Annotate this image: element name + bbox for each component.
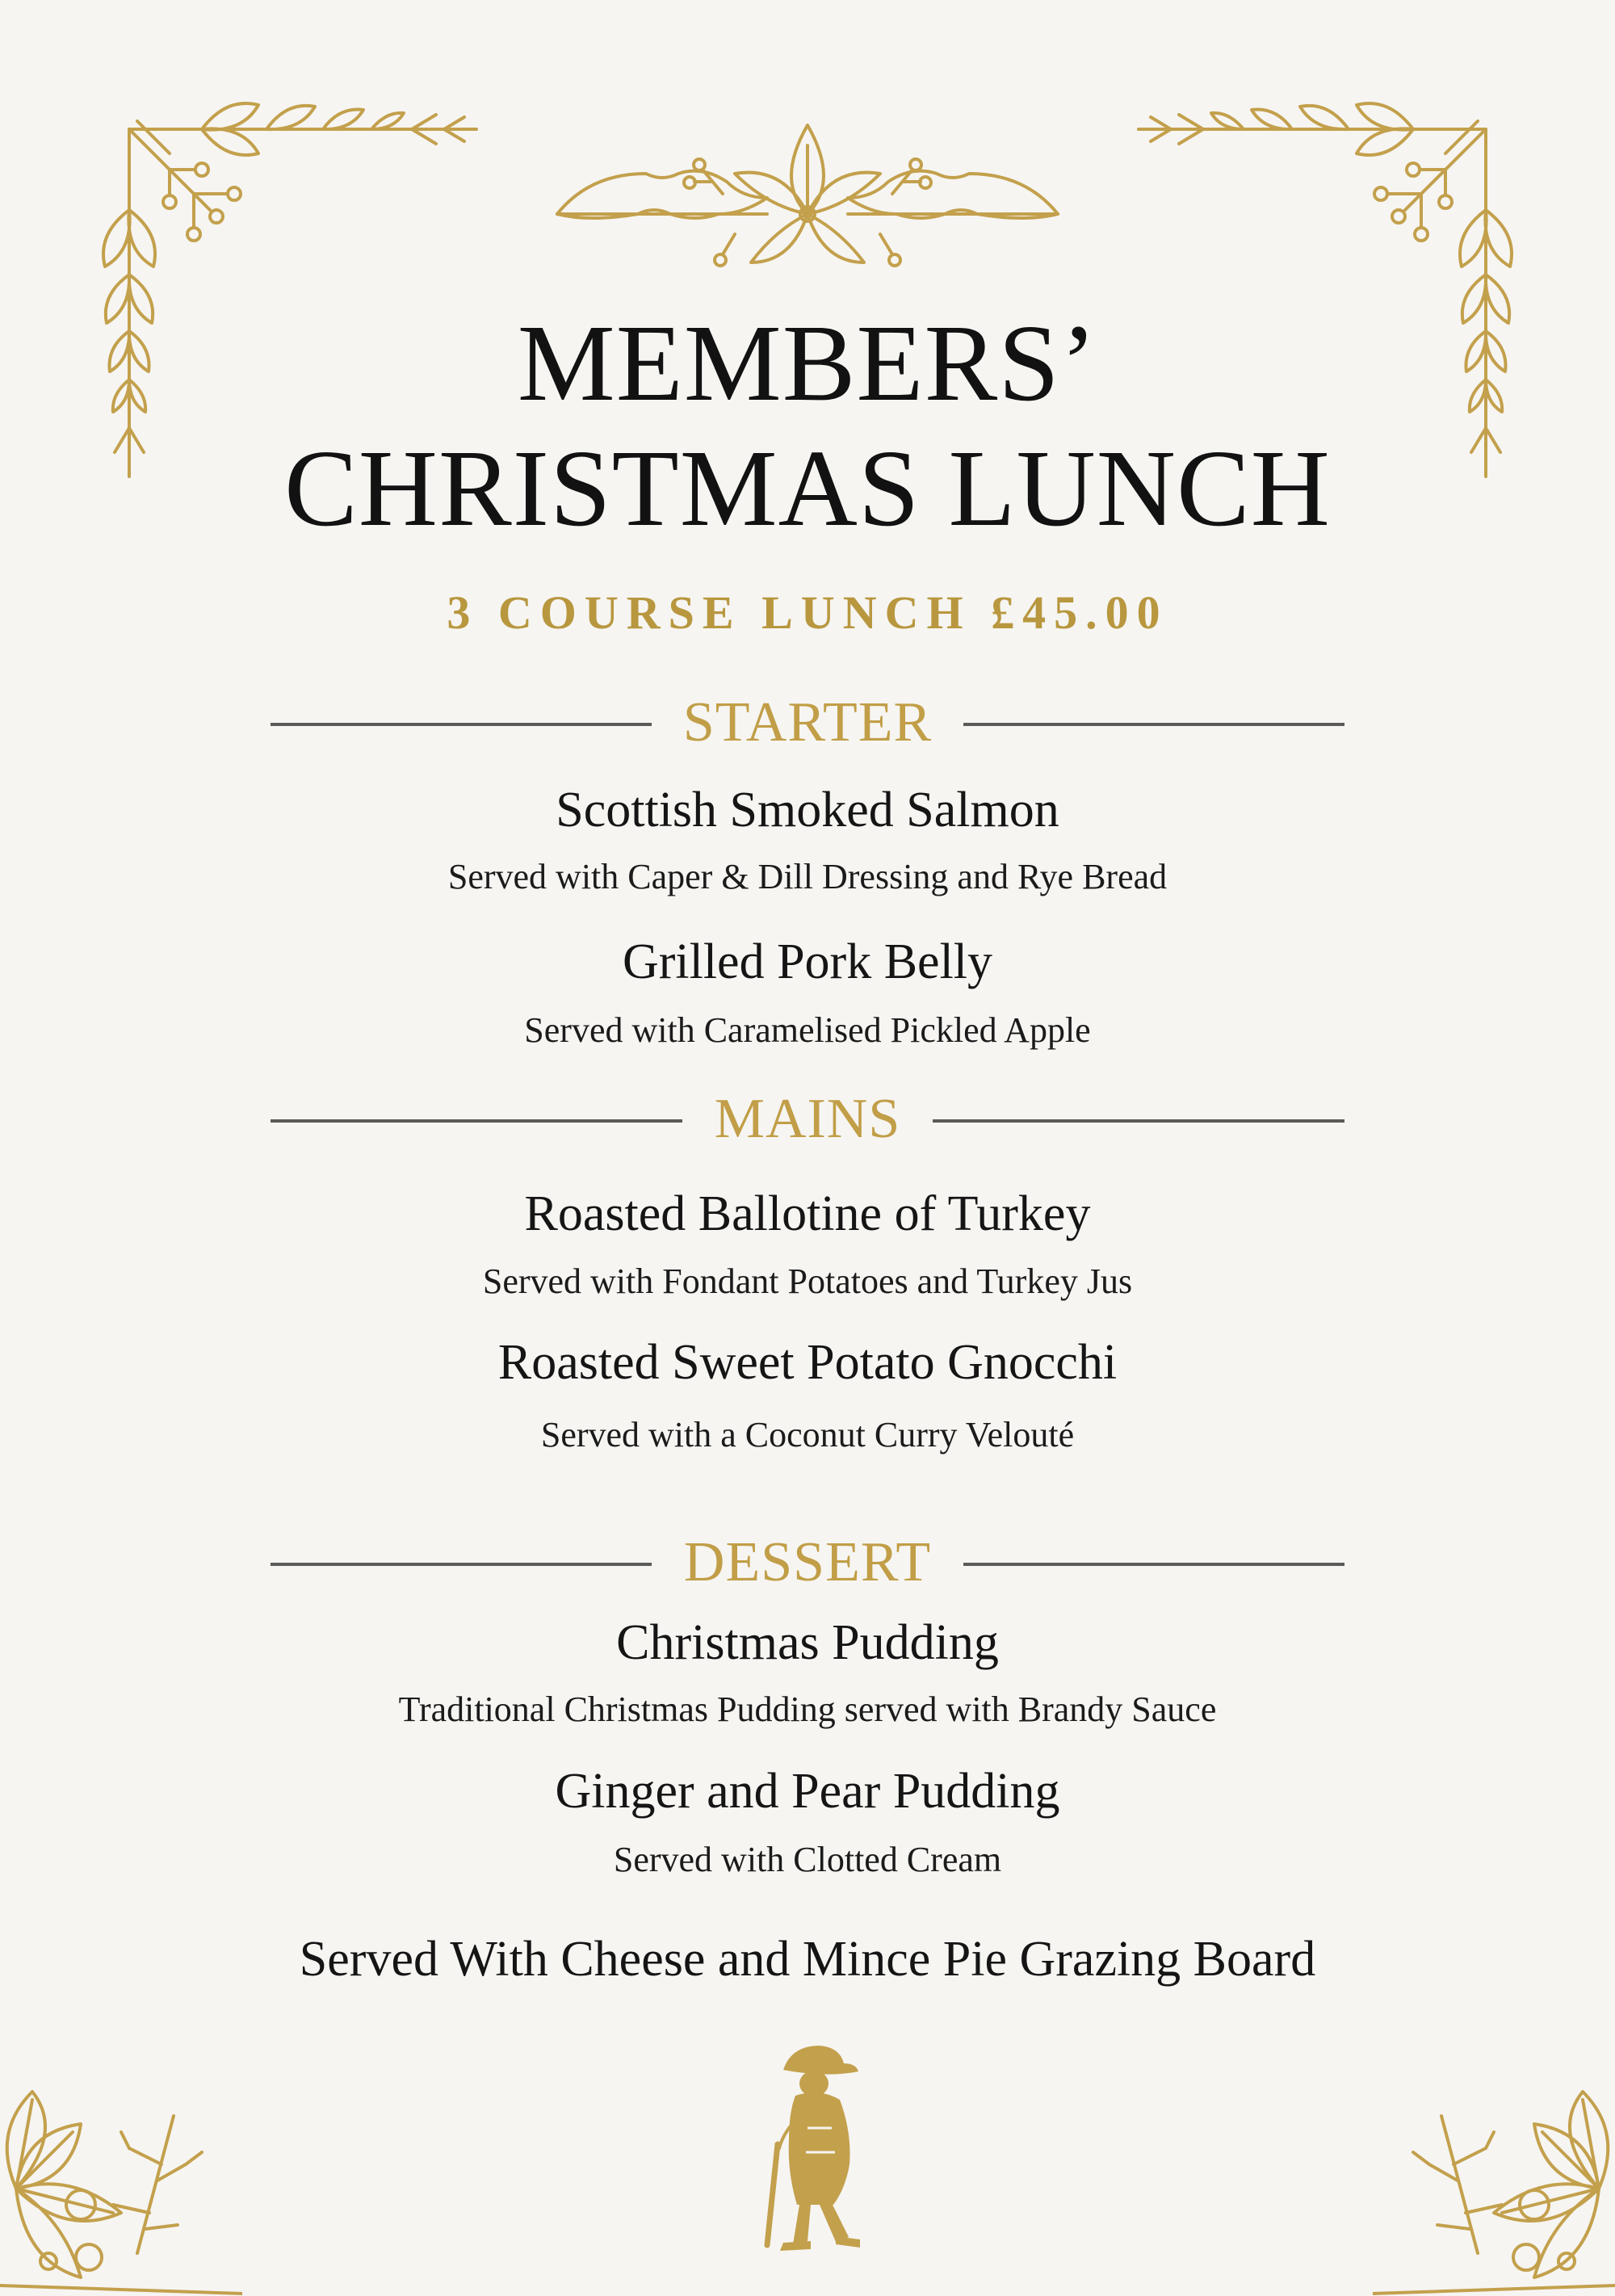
flower-bottom-right-icon: [1373, 2051, 1615, 2296]
dessert-item-1-description: Traditional Christmas Pudding served with Brandy Sauce: [398, 1689, 1217, 1729]
title-line-1: MEMBERS’: [517, 303, 1098, 424]
walking-figure-logo-icon: [751, 2039, 880, 2257]
mains-item-2-name: Roasted Sweet Potato Gnocchi: [497, 1335, 1118, 1390]
dessert-heading-label: DESSERT: [683, 1531, 932, 1593]
dessert-heading: [0, 1530, 1615, 1595]
closing-note: Served With Cheese and Mince Pie Grazing Board: [299, 1932, 1316, 1987]
holly-top-icon: [541, 113, 1074, 275]
flower-bottom-left-icon: [0, 2051, 242, 2296]
price-subtitle: 3 COURSE LUNCH £45.00: [447, 586, 1168, 639]
starter-heading: [0, 690, 1615, 755]
starter-heading-label: STARTER: [682, 691, 933, 753]
title-line-2: CHRISTMAS LUNCH: [284, 428, 1331, 549]
mains-item-2-description: Served with a Coconut Curry Velouté: [540, 1415, 1075, 1454]
mains-heading-label: MAINS: [714, 1088, 901, 1150]
dessert-item-2-name: Ginger and Pear Pudding: [555, 1764, 1060, 1819]
starter-item-2-description: Served with Caramelised Pickled Apple: [524, 1010, 1091, 1050]
mains-item-1-description: Served with Fondant Potatoes and Turkey Jus: [482, 1261, 1133, 1301]
starter-item-1-name: Scottish Smoked Salmon: [556, 783, 1059, 837]
dessert-item-1-name: Christmas Pudding: [616, 1615, 999, 1670]
mains-item-1-name: Roasted Ballotine of Turkey: [524, 1186, 1091, 1241]
starter-item-2-name: Grilled Pork Belly: [622, 934, 993, 989]
starter-item-1-description: Served with Caper & Dill Dressing and Rye Bread: [447, 857, 1168, 896]
dessert-item-2-description: Served with Clotted Cream: [613, 1840, 1002, 1879]
mains-heading: [0, 1087, 1615, 1152]
